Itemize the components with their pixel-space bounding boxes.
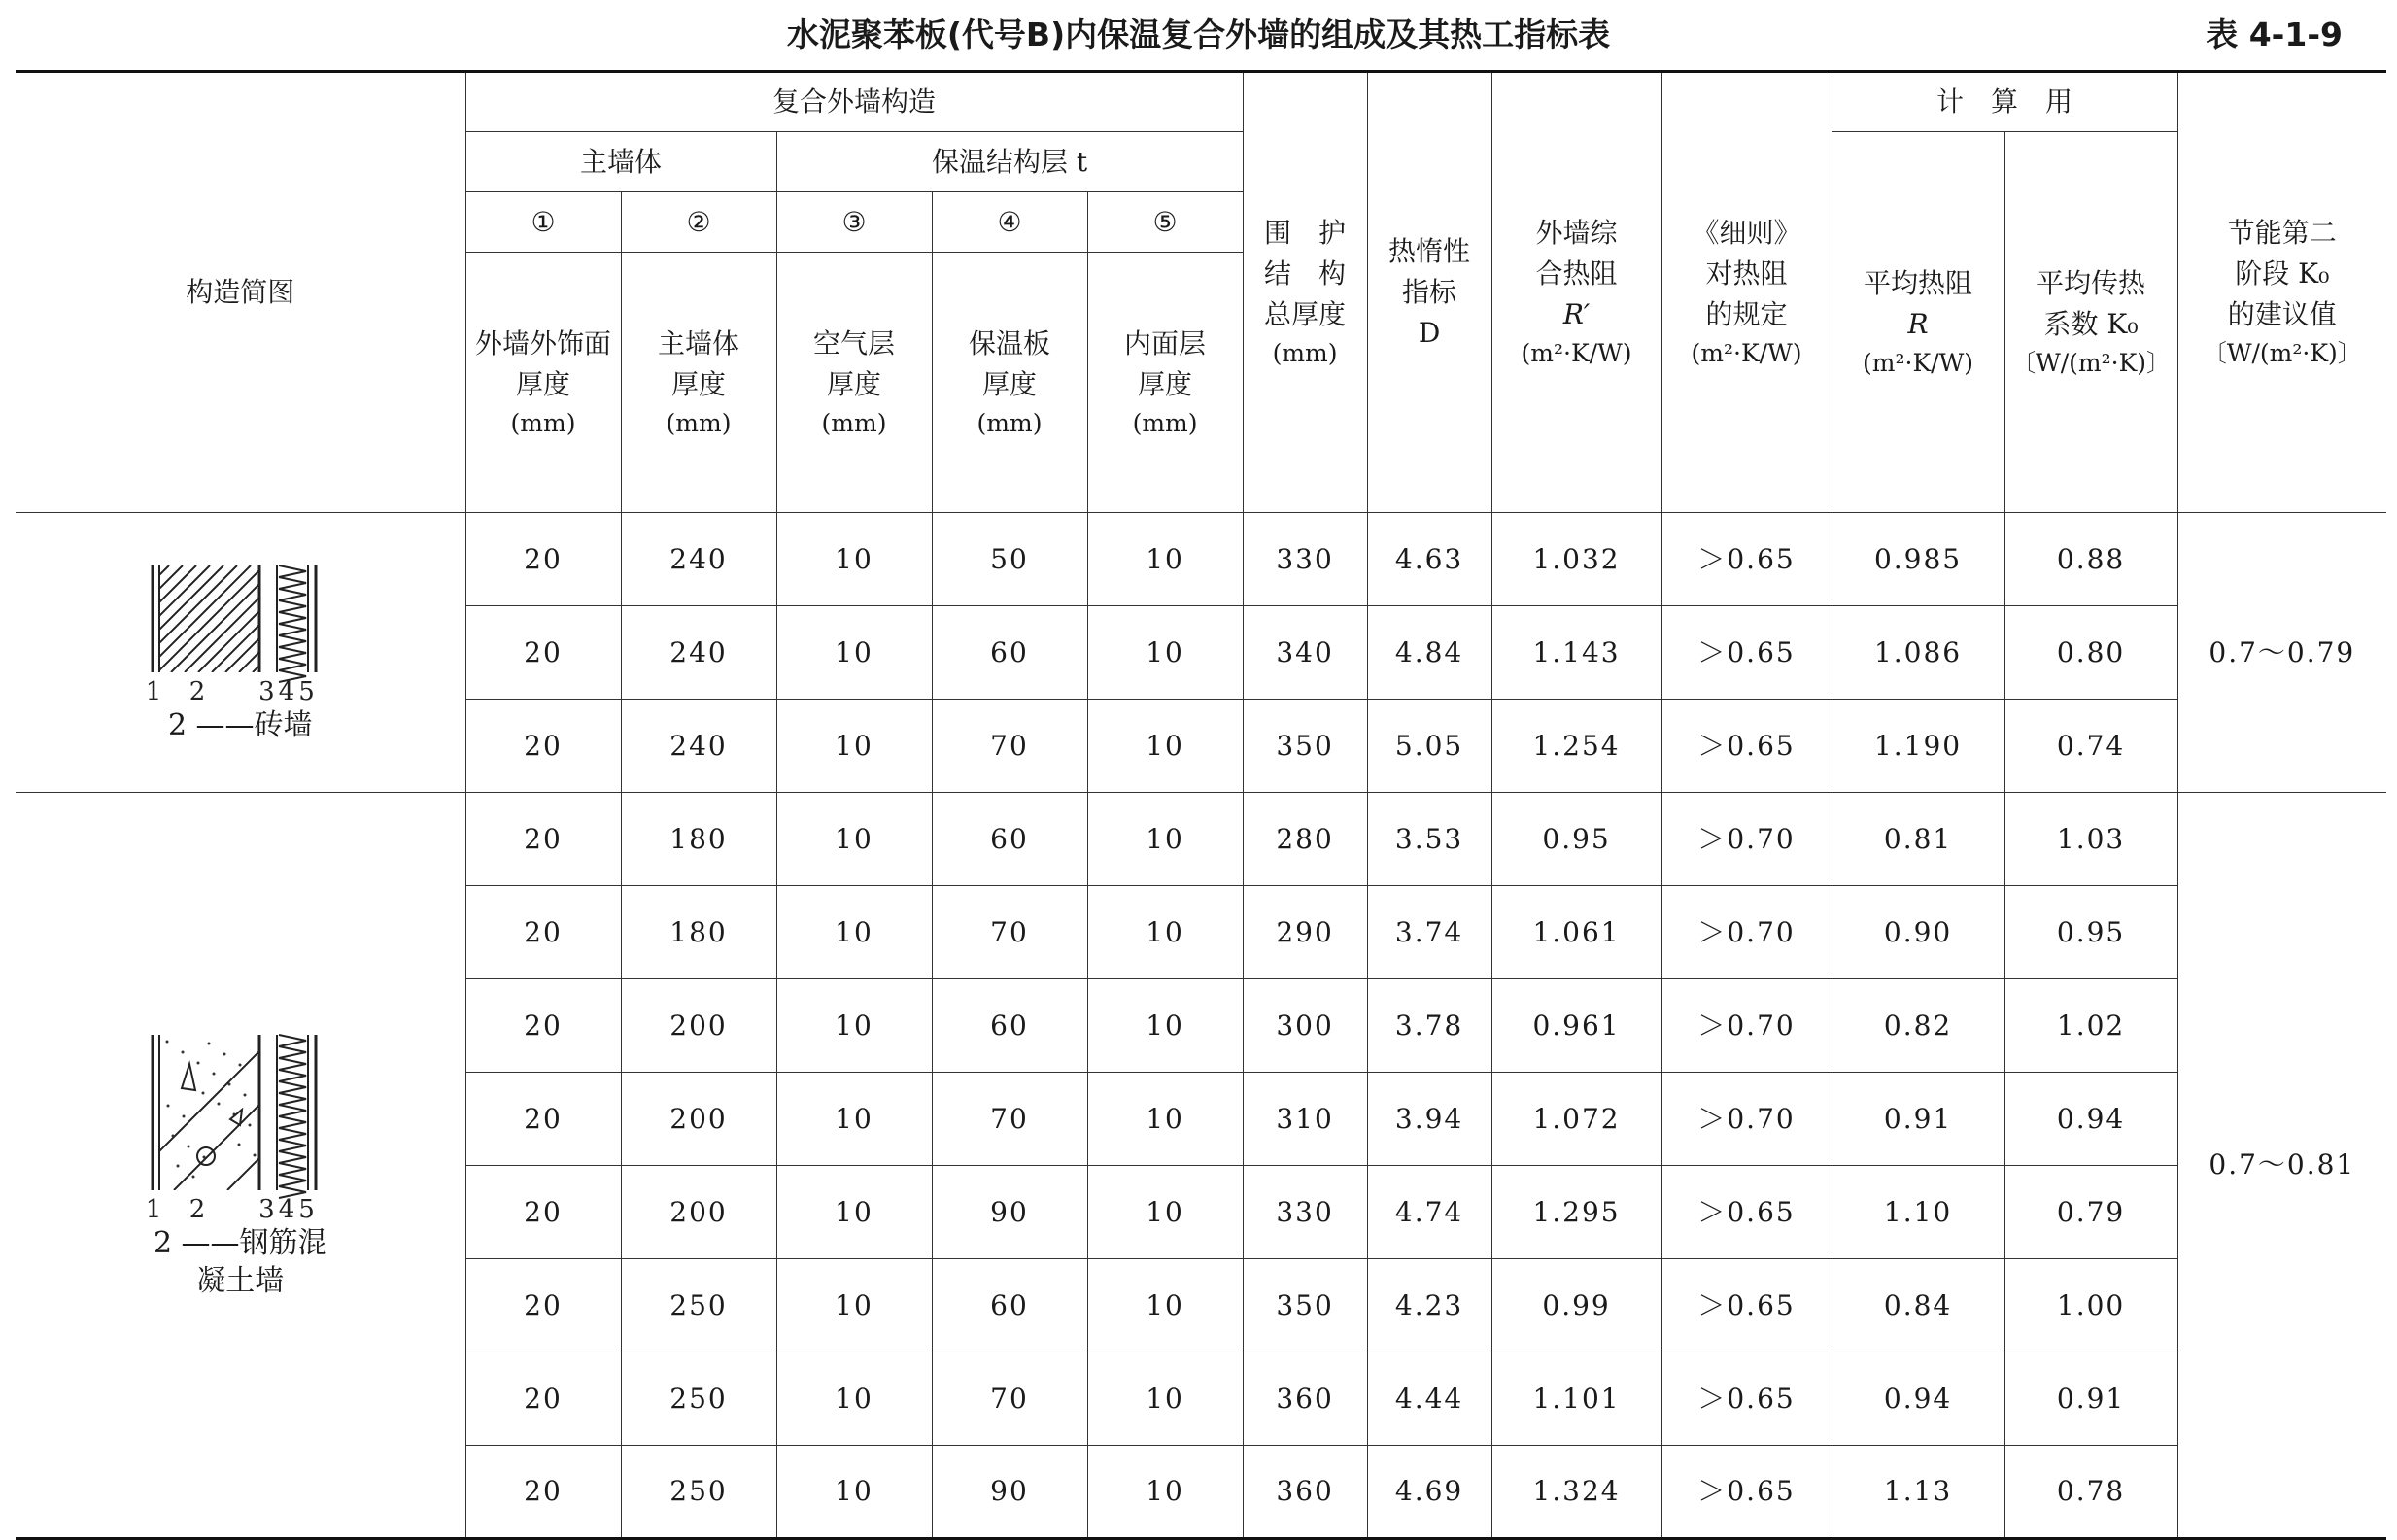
data-cell: 10 <box>1087 1446 1243 1539</box>
data-cell: 70 <box>932 1352 1087 1446</box>
data-cell: 20 <box>465 1166 621 1259</box>
data-cell: 20 <box>465 1259 621 1352</box>
data-cell: 10 <box>1087 979 1243 1073</box>
data-cell: 10 <box>1087 513 1243 606</box>
data-cell: 10 <box>1087 700 1243 793</box>
data-cell: 10 <box>776 1259 932 1352</box>
data-cell: ＞0.65 <box>1661 513 1832 606</box>
data-cell: 10 <box>776 979 932 1073</box>
data-cell: 10 <box>776 1446 932 1539</box>
data-cell: ＞0.70 <box>1661 979 1832 1073</box>
header-group <box>16 72 2386 513</box>
data-cell: 70 <box>932 1073 1087 1166</box>
data-cell: 10 <box>1087 1352 1243 1446</box>
data-cell: 0.90 <box>1832 886 2004 979</box>
data-cell: 10 <box>776 1073 932 1166</box>
table-row <box>16 793 2386 886</box>
data-cell: 10 <box>776 700 932 793</box>
data-cell: 250 <box>621 1446 776 1539</box>
data-cell: ＞0.70 <box>1661 886 1832 979</box>
header-calc: 计 算 用 <box>1832 72 2177 132</box>
header-avg-k: 平均传热 系数 K₀ 〔W/(m²·K)〕 <box>2004 132 2177 513</box>
data-cell: 1.00 <box>2004 1259 2177 1352</box>
diagram-label: 2 <box>188 677 210 706</box>
data-cell: 0.79 <box>2004 1166 2177 1259</box>
data-cell: 60 <box>932 793 1087 886</box>
data-cell: 1.10 <box>1832 1166 2004 1259</box>
data-cell: 310 <box>1243 1073 1367 1166</box>
data-cell: 20 <box>465 1446 621 1539</box>
data-cell: 10 <box>776 793 932 886</box>
data-cell: 0.95 <box>1491 793 1661 886</box>
data-cell: 330 <box>1243 513 1367 606</box>
data-cell: 240 <box>621 606 776 700</box>
data-cell: 330 <box>1243 1166 1367 1259</box>
header-num-5: ⑤ <box>1087 192 1243 253</box>
data-cell: 280 <box>1243 793 1367 886</box>
data-cell: 60 <box>932 606 1087 700</box>
header-total-thickness: 围 护 结 构 总厚度 (mm) <box>1243 72 1367 513</box>
data-cell: 180 <box>621 886 776 979</box>
data-cell: 1.02 <box>2004 979 2177 1073</box>
data-cell: 1.324 <box>1491 1446 1661 1539</box>
data-cell: 340 <box>1243 606 1367 700</box>
header-col-2: 主墙体 厚度 (mm) <box>621 253 776 513</box>
data-cell: 10 <box>776 1352 932 1446</box>
header-num-2: ② <box>621 192 776 253</box>
data-cell: ＞0.65 <box>1661 700 1832 793</box>
data-cell: 1.143 <box>1491 606 1661 700</box>
data-cell: ＞0.65 <box>1661 1352 1832 1446</box>
data-cell: 10 <box>776 606 932 700</box>
data-cell: 10 <box>1087 1259 1243 1352</box>
header-insulation: 保温结构层 t <box>776 132 1243 192</box>
data-cell: 200 <box>621 979 776 1073</box>
data-cell: 0.82 <box>1832 979 2004 1073</box>
header-main-wall: 主墙体 <box>465 132 776 192</box>
data-cell: 240 <box>621 513 776 606</box>
header-recommend: 节能第二 阶段 K₀ 的建议值 〔W/(m²·K)〕 <box>2177 72 2386 513</box>
thermal-data-table <box>16 70 2386 1540</box>
data-cell: 20 <box>465 979 621 1073</box>
data-cell: 360 <box>1243 1352 1367 1446</box>
data-cell: 0.95 <box>2004 886 2177 979</box>
header-num-1: ① <box>465 192 621 253</box>
data-cell: ＞0.65 <box>1661 1259 1832 1352</box>
data-cell: 350 <box>1243 700 1367 793</box>
data-cell: 10 <box>1087 606 1243 700</box>
brick-wall-diagram <box>114 561 366 706</box>
data-cell: 0.91 <box>1832 1073 2004 1166</box>
data-body <box>16 513 2386 1539</box>
data-cell: 300 <box>1243 979 1367 1073</box>
data-cell: 0.961 <box>1491 979 1661 1073</box>
data-cell: ＞0.70 <box>1661 1073 1832 1166</box>
data-cell: 350 <box>1243 1259 1367 1352</box>
construction-diagram-cell <box>16 793 465 1539</box>
data-cell: 0.84 <box>1832 1259 2004 1352</box>
data-cell: ＞0.65 <box>1661 1166 1832 1259</box>
diagram-label: 1 <box>145 677 166 706</box>
data-cell: 0.91 <box>2004 1352 2177 1446</box>
data-cell: 20 <box>465 793 621 886</box>
data-cell: 4.69 <box>1367 1446 1491 1539</box>
table-title: 水泥聚苯板(代号B)内保温复合外墙的组成及其热工指标表 <box>786 16 1611 53</box>
data-cell: 10 <box>1087 1073 1243 1166</box>
data-cell: ＞0.65 <box>1661 606 1832 700</box>
data-cell: 70 <box>932 886 1087 979</box>
data-cell: 90 <box>932 1446 1087 1539</box>
data-cell: 60 <box>932 979 1087 1073</box>
diagram-label: 345 <box>258 1195 320 1224</box>
data-cell: 290 <box>1243 886 1367 979</box>
construction-diagram-cell <box>16 513 465 793</box>
header-col-5: 内面层 厚度 (mm) <box>1087 253 1243 513</box>
data-cell: 4.23 <box>1367 1259 1491 1352</box>
data-cell: 250 <box>621 1259 776 1352</box>
data-cell: 1.101 <box>1491 1352 1661 1446</box>
data-cell: 180 <box>621 793 776 886</box>
data-cell: 0.94 <box>1832 1352 2004 1446</box>
data-cell: 1.254 <box>1491 700 1661 793</box>
diagram-label: 345 <box>258 677 320 706</box>
data-cell: 4.63 <box>1367 513 1491 606</box>
data-cell: 250 <box>621 1352 776 1446</box>
data-cell: 10 <box>776 513 932 606</box>
diagram-caption: 凝土墙 <box>196 1264 285 1298</box>
header-diagram: 构造简图 <box>16 72 465 513</box>
header-col-4: 保温板 厚度 (mm) <box>932 253 1087 513</box>
header-outer-resistance: 外墙综 合热阻 R′ (m²·K/W) <box>1491 72 1661 513</box>
data-cell: 3.74 <box>1367 886 1491 979</box>
data-cell: 1.13 <box>1832 1446 2004 1539</box>
data-cell: 3.53 <box>1367 793 1491 886</box>
data-cell: 0.88 <box>2004 513 2177 606</box>
recommended-k0-cell: 0.7～0.79 <box>2177 513 2386 793</box>
data-cell: 240 <box>621 700 776 793</box>
data-cell: 0.94 <box>2004 1073 2177 1166</box>
data-cell: 20 <box>465 700 621 793</box>
header-inertia: 热惰性 指标 D <box>1367 72 1491 513</box>
data-cell: 10 <box>1087 1166 1243 1259</box>
header-rule: 《细则》 对热阻 的规定 (m²·K/W) <box>1661 72 1832 513</box>
table-number: 表 4-1-9 <box>2206 16 2343 53</box>
data-cell: 0.78 <box>2004 1446 2177 1539</box>
data-cell: 20 <box>465 1073 621 1166</box>
data-cell: 10 <box>776 886 932 979</box>
data-cell: 5.05 <box>1367 700 1491 793</box>
data-cell: 0.81 <box>1832 793 2004 886</box>
data-cell: 20 <box>465 513 621 606</box>
data-cell: 4.84 <box>1367 606 1491 700</box>
data-cell: 1.072 <box>1491 1073 1661 1166</box>
data-cell: 1.086 <box>1832 606 2004 700</box>
header-avg-resistance: 平均热阻 R (m²·K/W) <box>1832 132 2004 513</box>
data-cell: 1.295 <box>1491 1166 1661 1259</box>
data-cell: 60 <box>932 1259 1087 1352</box>
data-cell: 70 <box>932 700 1087 793</box>
data-cell: 360 <box>1243 1446 1367 1539</box>
header-num-3: ③ <box>776 192 932 253</box>
data-cell: 1.190 <box>1832 700 2004 793</box>
data-cell: 20 <box>465 606 621 700</box>
data-cell: ＞0.70 <box>1661 793 1832 886</box>
header-num-4: ④ <box>932 192 1087 253</box>
data-cell: 20 <box>465 886 621 979</box>
data-cell: 10 <box>1087 793 1243 886</box>
data-cell: 1.032 <box>1491 513 1661 606</box>
recommended-k0-cell: 0.7～0.81 <box>2177 793 2386 1539</box>
data-cell: 20 <box>465 1352 621 1446</box>
data-cell: 1.03 <box>2004 793 2177 886</box>
data-cell: 0.80 <box>2004 606 2177 700</box>
data-cell: 4.74 <box>1367 1166 1491 1259</box>
data-cell: 0.74 <box>2004 700 2177 793</box>
header-col-3: 空气层 厚度 (mm) <box>776 253 932 513</box>
header-col-1: 外墙外饰面 厚度 (mm) <box>465 253 621 513</box>
data-cell: 0.99 <box>1491 1259 1661 1352</box>
data-cell: ＞0.65 <box>1661 1446 1832 1539</box>
table-row <box>16 513 2386 606</box>
concrete-wall-diagram <box>114 1030 366 1224</box>
data-cell: 0.985 <box>1832 513 2004 606</box>
diagram-label: 2 <box>188 1195 210 1224</box>
data-cell: 1.061 <box>1491 886 1661 979</box>
data-cell: 4.44 <box>1367 1352 1491 1446</box>
data-cell: 3.78 <box>1367 979 1491 1073</box>
data-cell: 200 <box>621 1166 776 1259</box>
data-cell: 50 <box>932 513 1087 606</box>
data-cell: 200 <box>621 1073 776 1166</box>
diagram-caption: 2 ——钢筋混 <box>153 1226 327 1260</box>
diagram-label: 1 <box>145 1195 166 1224</box>
data-cell: 90 <box>932 1166 1087 1259</box>
diagram-caption: 2 ——砖墙 <box>167 708 313 742</box>
header-composite: 复合外墙构造 <box>465 72 1243 132</box>
data-cell: 3.94 <box>1367 1073 1491 1166</box>
data-cell: 10 <box>776 1166 932 1259</box>
data-cell: 10 <box>1087 886 1243 979</box>
